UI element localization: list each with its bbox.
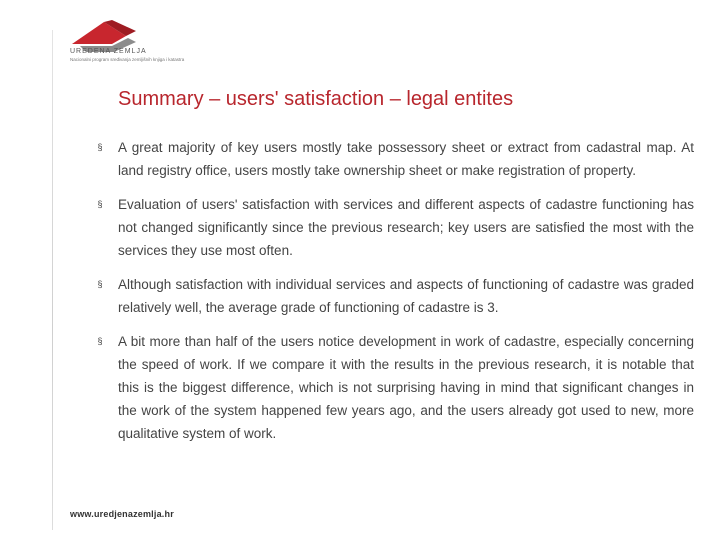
bullet-item (96, 330, 694, 445)
bullet-marker-icon: § (97, 199, 103, 209)
side-divider-line (52, 30, 53, 530)
bullet-text: A bit more than half of the users notice development in work of cadastre, especially concerning the speed of work. If we compare it with the results in the previous research, it is notable that this is the biggest difference, which is not surprising having in mind that significant changes in the work of the system happened few years ago, and the users already got used to new, more qualitative system of work. (118, 334, 694, 441)
footer-website-url: www.uredjenazemlja.hr (70, 509, 174, 519)
bullet-marker-icon: § (97, 142, 103, 152)
bullet-marker-icon: § (97, 279, 103, 289)
bullet-marker-icon: § (97, 336, 103, 346)
bullet-text: Evaluation of users' satisfaction with services and different aspects of cadastre functioning has not changed significantly since the previous research; key users are satisfied the most with the services they use most often. (118, 197, 694, 258)
brand-name: UREDENA ZEMLJA (70, 48, 147, 55)
bullet-item (96, 136, 694, 182)
bullet-item (96, 193, 694, 262)
brand-tagline: Nacionalni program sređivanja zemljišnih knjiga i katastra (70, 57, 185, 62)
bullet-text: A great majority of key users mostly take possessory sheet or extract from cadastral map. At land registry office, users mostly take ownership sheet or make registration of property. (118, 140, 694, 178)
bullet-text: Although satisfaction with individual services and aspects of functioning of cadastre was graded relatively well, the average grade of functioning of cadastre is 3. (118, 277, 694, 315)
bullet-item (96, 273, 694, 319)
slide-title: Summary – users' satisfaction – legal entites (118, 88, 514, 110)
bullet-list (96, 136, 694, 456)
